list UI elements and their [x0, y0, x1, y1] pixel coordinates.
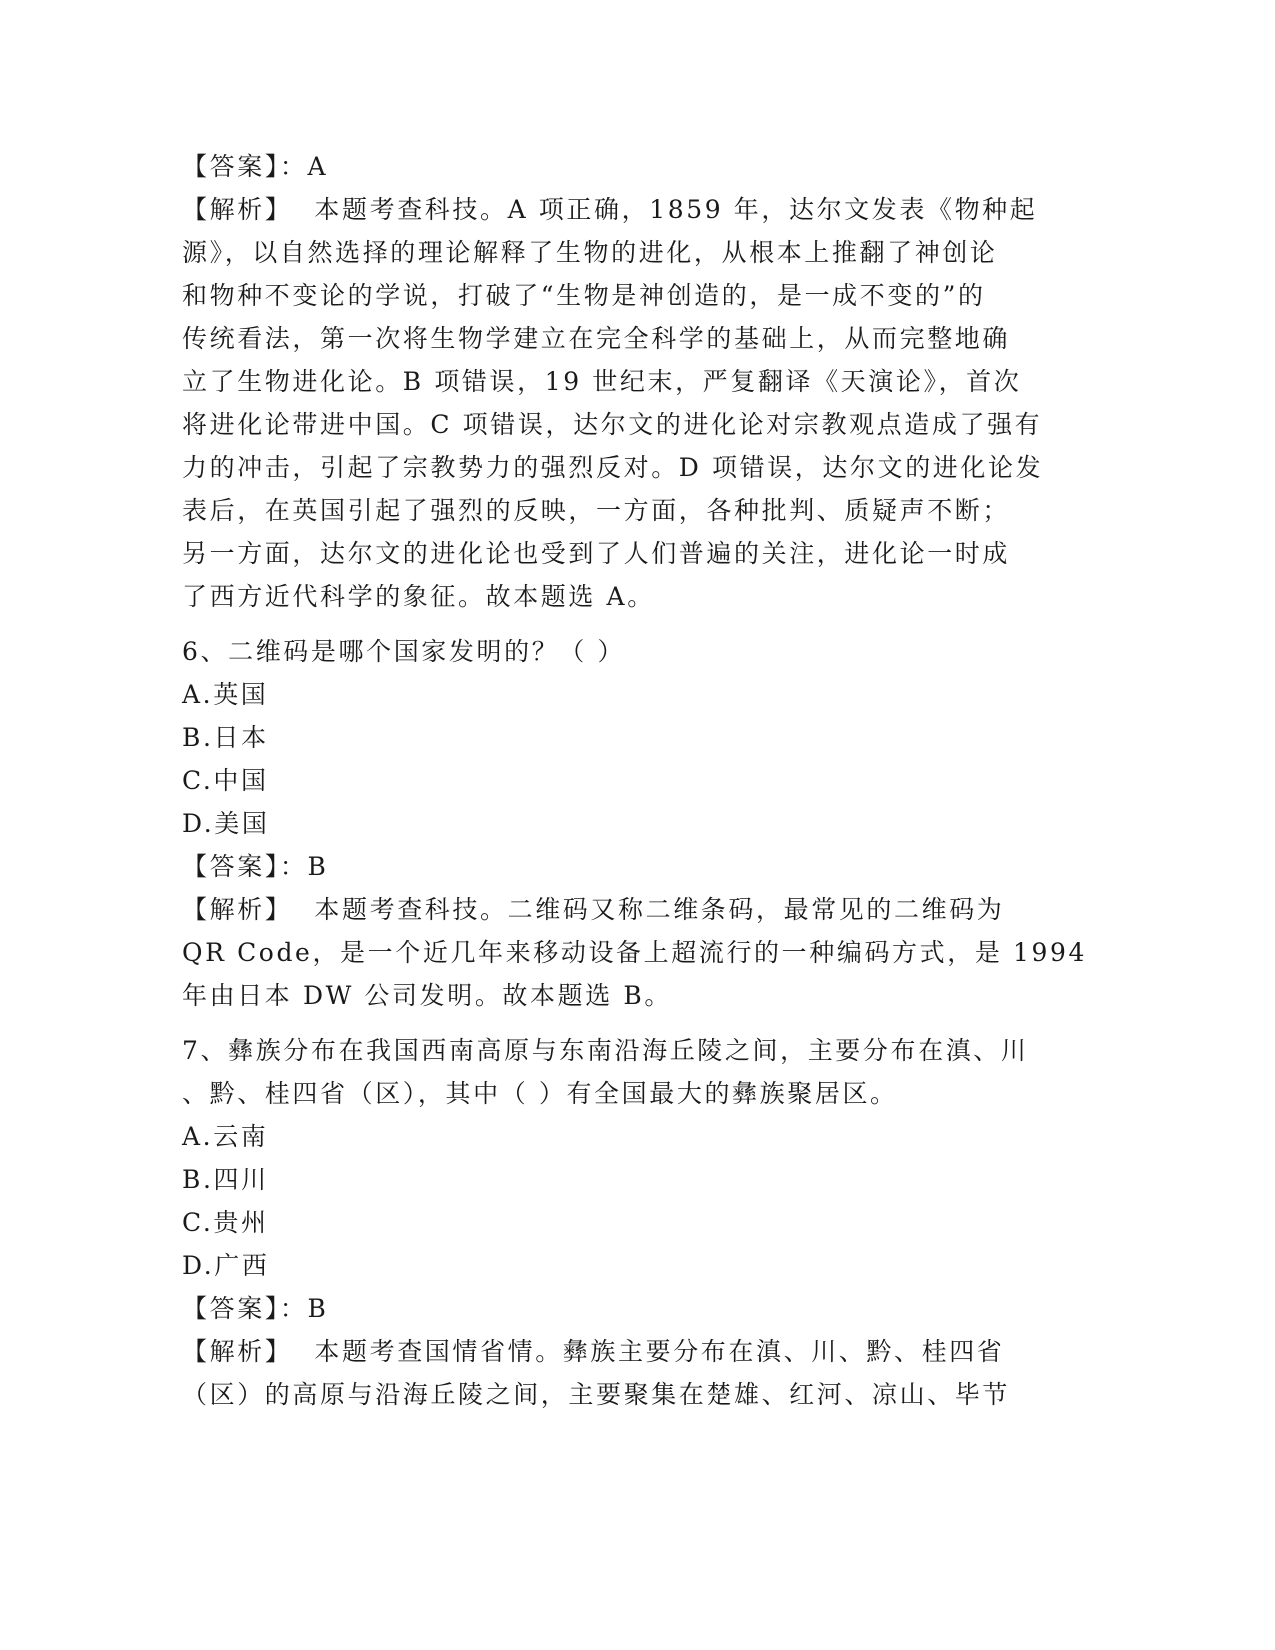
analysis-text: 力的冲击，引起了宗教势力的强烈反对。D 项错误，达尔文的进化论发 — [182, 453, 1044, 482]
analysis-text: 源》，以自然选择的理论解释了生物的进化，从根本上推翻了神创论 — [182, 238, 998, 267]
analysis-first-line — [182, 188, 1082, 231]
analysis-text: 表后，在英国引起了强烈的反映，一方面，各种批判、质疑声不断； — [182, 496, 1011, 525]
option-a: A.云南 — [182, 1122, 269, 1151]
analysis-text: 传统看法，第一次将生物学建立在完全科学的基础上，从而完整地确 — [182, 324, 1011, 353]
analysis-text: 立了生物进化论。B 项错误，19 世纪末，严复翻译《天演论》，首次 — [182, 367, 1022, 396]
option-a: A.英国 — [182, 680, 269, 709]
analysis-label: 【解析】 — [182, 1337, 293, 1366]
analysis-label: 【解析】 — [182, 195, 293, 224]
analysis-text: （区）的高原与沿海丘陵之间，主要聚集在楚雄、红河、凉山、毕节 — [182, 1380, 1011, 1409]
option-d: D.广西 — [182, 1251, 270, 1280]
analysis-text: 年由日本 DW 公司发明。故本题选 B。 — [182, 981, 672, 1010]
option-d: D.美国 — [182, 809, 270, 838]
analysis-text: QR Code，是一个近几年来移动设备上超流行的一种编码方式，是 1994 — [182, 938, 1088, 967]
question-text: 7、彝族分布在我国西南高原与东南沿海丘陵之间，主要分布在滇、川 — [182, 1036, 1029, 1065]
analysis-text: 和物种不变论的学说，打破了“生物是神创造的，是一成不变的”的 — [182, 281, 986, 310]
option-c: C.贵州 — [182, 1208, 269, 1237]
question-text: 、黔、桂四省（区），其中（ ）有全国最大的彝族聚居区。 — [182, 1079, 898, 1108]
analysis-first-line — [182, 1330, 1082, 1373]
option-b: B.四川 — [182, 1165, 269, 1194]
question-text: 6、二维码是哪个国家发明的？（ ） — [182, 637, 626, 666]
answer-line: 【答案】：A — [182, 152, 329, 181]
analysis-text: 另一方面，达尔文的进化论也受到了人们普遍的关注，进化论一时成 — [182, 539, 1011, 568]
question-7-block — [182, 1029, 1082, 1416]
answer-line: 【答案】：B — [182, 1294, 329, 1323]
analysis-text: 了西方近代科学的象征。故本题选 A。 — [182, 582, 655, 611]
document-page — [182, 145, 1088, 1416]
analysis-first-line — [182, 888, 1082, 931]
analysis-text: 将进化论带进中国。C 项错误，达尔文的进化论对宗教观点造成了强有 — [182, 410, 1043, 439]
analysis-text: 本题考查科技。二维码又称二维条码，最常见的二维码为 — [314, 895, 1005, 924]
answer-line: 【答案】：B — [182, 852, 329, 881]
analysis-text: 本题考查国情省情。彝族主要分布在滇、川、黔、桂四省 — [314, 1337, 1005, 1366]
analysis-text: 本题考查科技。A 项正确，1859 年，达尔文发表《物种起 — [314, 195, 1038, 224]
analysis-label: 【解析】 — [182, 895, 293, 924]
option-c: C.中国 — [182, 766, 269, 795]
question-6-block — [182, 630, 1088, 1017]
option-b: B.日本 — [182, 723, 269, 752]
question-5-answer-block — [182, 145, 1082, 618]
